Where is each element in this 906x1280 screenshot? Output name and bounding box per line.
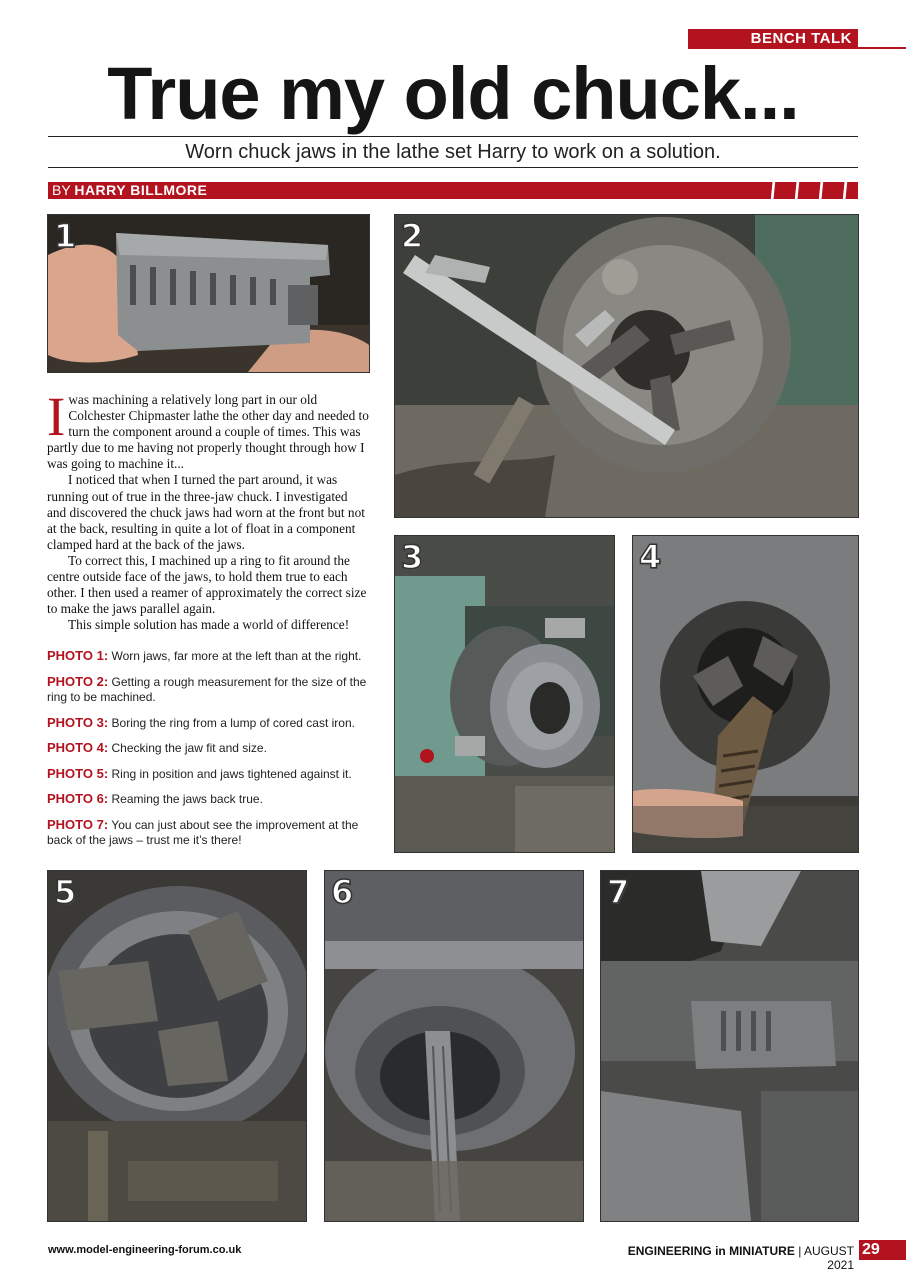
magazine-title: ENGINEERING in MINIATURE (627, 1244, 795, 1258)
footer-url[interactable]: www.model-engineering-forum.co.uk (48, 1244, 242, 1256)
photo-3-number: 3 (401, 538, 424, 576)
section-rule (688, 47, 906, 49)
photo-5-number: 5 (54, 873, 77, 911)
photo-6-number: 6 (331, 873, 354, 911)
article-body (47, 386, 369, 633)
photo-4-number: 4 (639, 538, 662, 576)
paragraph-4: This simple solution has made a world of difference! (68, 617, 350, 633)
caption-6: PHOTO 6: Reaming the jaws back true. (47, 791, 263, 806)
photo-7-number: 7 (607, 873, 630, 911)
caption-1: PHOTO 1: Worn jaws, far more at the left than at the right. (47, 648, 362, 663)
paragraph-1 (47, 386, 369, 472)
photo-5 (47, 870, 307, 1222)
photo-captions (47, 648, 373, 858)
byline (48, 182, 858, 199)
page-number: 29 (859, 1240, 906, 1260)
photo-3 (394, 535, 615, 853)
caption-7: PHOTO 7: You can just about see the improvement at the back of the jaws – trust me it’s there! (47, 816, 359, 847)
photo-2-number: 2 (401, 217, 424, 255)
rule-top (48, 136, 858, 137)
caption-3: PHOTO 3: Boring the ring from a lump of cored cast iron. (47, 714, 355, 730)
byline-decoration (764, 182, 854, 199)
paragraph-2: I noticed that when I turned the part around, it was running out of true in the three-jaw chuck. I investigated and discovered the chuck jaws had worn at the front but not at the back, resulting in quite a lot of float in a component clamped hard at the back of the jaws. (47, 472, 365, 552)
photo-2 (394, 214, 859, 518)
issue-date: | AUGUST 2021 (798, 1244, 854, 1272)
caption-4: PHOTO 4: Checking the jaw fit and size. (47, 740, 267, 755)
standfirst: Worn chuck jaws in the lathe set Harry to work on a solution. (185, 141, 721, 163)
caption-5: PHOTO 5: Ring in position and jaws tightened against it. (47, 765, 352, 781)
caption-2: PHOTO 2: Getting a rough measurement for the size of the ring to be machined. (47, 673, 367, 704)
rule-bottom (48, 167, 858, 168)
byline-author: HARRY BILLMORE (74, 182, 208, 198)
dropcap: I (47, 386, 66, 447)
paragraph-3: To correct this, I machined up a ring to fit around the centre outside face of the jaws, to hold them true to each other. I then used a reamer of approximately the correct size to make the jaws parallel again. (47, 552, 367, 617)
footer-magazine (600, 1244, 854, 1272)
paragraph-1-text: was machining a relatively long part in our old Colchester Chipmaster lathe the other day and needed to turn the component around a couple of times. This was partly due to me having not properly thought through how I was going to machine it... (47, 392, 369, 472)
photo-4 (632, 535, 859, 853)
photo-6 (324, 870, 584, 1222)
section-tag: BENCH TALK (688, 29, 858, 48)
photo-1-number: 1 (54, 217, 77, 255)
photo-1 (47, 214, 370, 373)
photo-7 (600, 870, 859, 1222)
headline: True my old chuck... (107, 52, 799, 135)
byline-prefix: BY (52, 182, 71, 198)
